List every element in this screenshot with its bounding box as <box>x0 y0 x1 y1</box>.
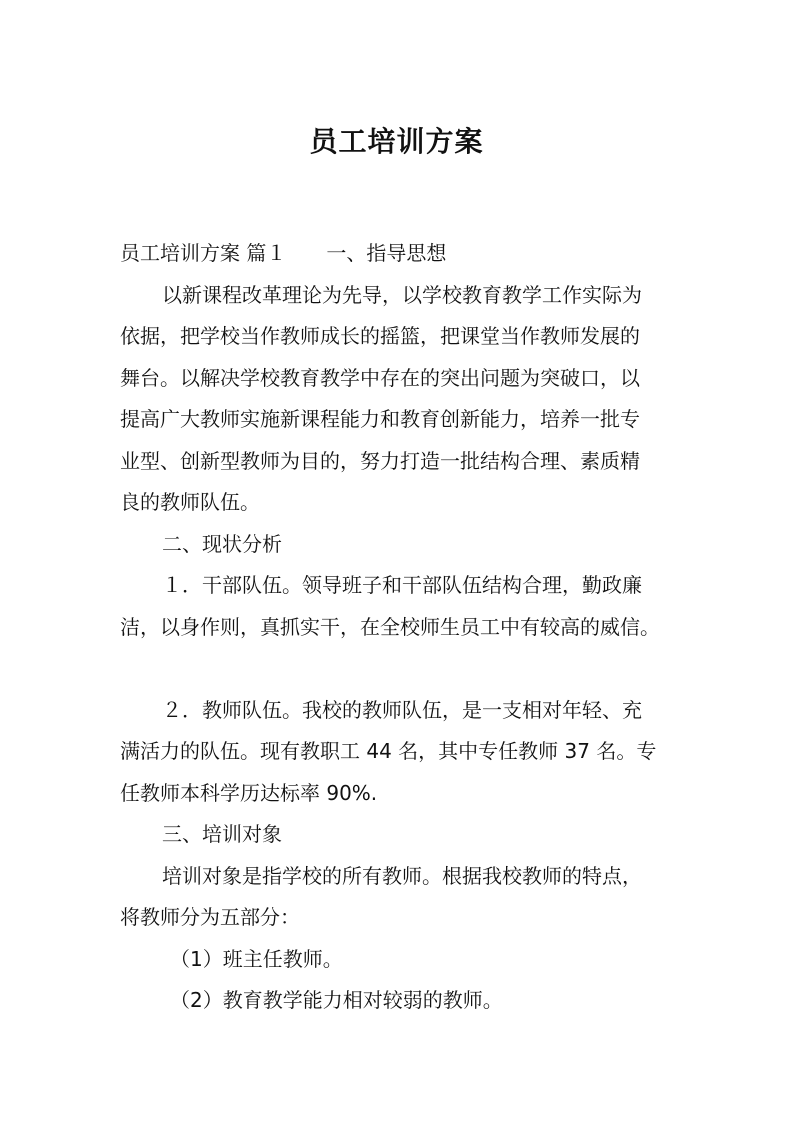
part-label: 员工培训方案 篇１ <box>120 241 287 265</box>
list-item: （2）教育教学能力相对较弱的教师。 <box>170 988 503 1012</box>
item2-line: 满活力的队伍。现有教职工 44 名，其中专任教师 37 名。专 <box>120 739 657 763</box>
item1-line: １．干部队伍。领导班子和干部队伍结构合理，勤政廉 <box>162 573 642 597</box>
section3-heading: 三、培训对象 <box>162 822 282 846</box>
paragraph1-line: 提高广大教师实施新课程能力和教育创新能力，培养一批专 <box>120 407 640 431</box>
section1-heading: 一、指导思想 <box>326 241 447 265</box>
item2-line: ２．教师队伍。我校的教师队伍，是一支相对年轻、充 <box>162 697 642 722</box>
paragraph3-line: 将教师分为五部分： <box>120 905 300 929</box>
paragraph3-line: 培训对象是指学校的所有教师。根据我校教师的特点， <box>162 863 642 888</box>
blank-line <box>120 648 680 690</box>
paragraph1-line: 依据，把学校当作教师成长的摇篮，把课堂当作教师发展的 <box>120 324 640 348</box>
item1-line: 洁，以身作则，真抓实干，在全校师生员工中有较高的威信。 <box>120 614 660 639</box>
document-body <box>120 233 680 1022</box>
paragraph1-line: 以新课程改革理论为先导，以学校教育教学工作实际为 <box>162 282 642 307</box>
paragraph1-line: 良的教师队伍。 <box>120 490 260 514</box>
section2-heading: 二、现状分析 <box>162 531 282 556</box>
list-item: （1）班主任教师。 <box>170 946 343 971</box>
item2-line: 任教师本科学历达标率 90%. <box>120 780 378 805</box>
paragraph1-line: 业型、创新型教师为目的，努力打造一批结构合理、素质精 <box>120 448 640 473</box>
paragraph1-line: 舞台。以解决学校教育教学中存在的突出问题为突破口，以 <box>120 365 640 390</box>
document-title: 员工培训方案 <box>309 125 484 158</box>
first-line <box>120 233 680 275</box>
